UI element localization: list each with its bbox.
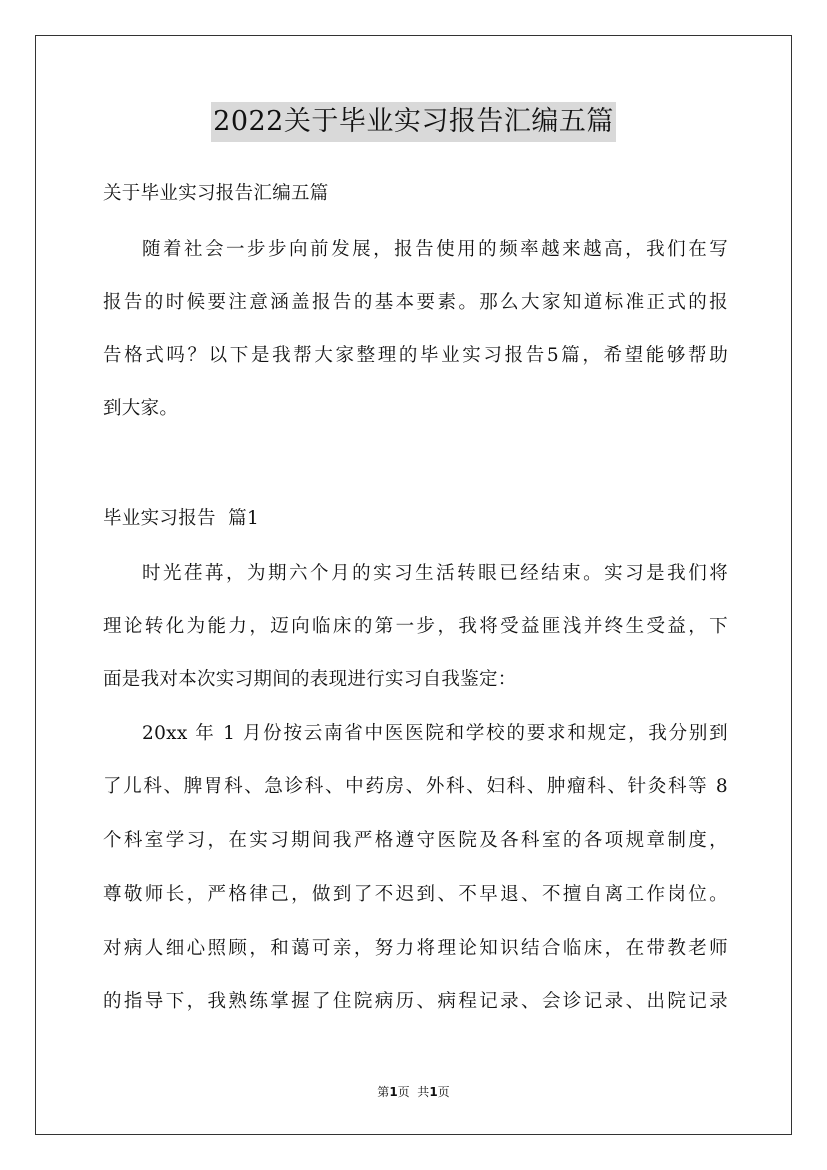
document-title: 2022关于毕业实习报告汇编五篇 (211, 102, 616, 142)
intro-line-1: 随着社会一步步向前发展，报告使用的频率越来越高，我们在写 (142, 239, 728, 260)
para1-line-1: 时光荏苒，为期六个月的实习生活转眼已经结束。实习是我们将 (142, 563, 728, 584)
para2-line-1: 20xx 年 1 月份按云南省中医医院和学校的要求和规定，我分别到 (142, 723, 728, 744)
intro-line-3: 告格式吗？以下是我帮大家整理的毕业实习报告5篇，希望能够帮助 (103, 345, 728, 366)
para2-line-2: 了儿科、脾胃科、急诊科、中药房、外科、妇科、肿瘤科、针灸科等 8 (103, 776, 728, 797)
footer-page-total: 1 (429, 1085, 438, 1099)
para2-line-5: 对病人细心照顾，和蔼可亲，努力将理论知识结合临床，在带教老师 (103, 938, 728, 959)
intro-line-2: 报告的时候要注意涵盖报告的基本要素。那么大家知道标准正式的报 (103, 292, 728, 313)
intro-line-4: 到大家。 (103, 398, 179, 419)
para1-line-2: 理论转化为能力，迈向临床的第一步，我将受益匪浅并终生受益，下 (103, 616, 728, 637)
para2-line-3: 个科室学习，在实习期间我严格遵守医院及各科室的各项规章制度， (103, 830, 728, 851)
footer-prefix: 第 (377, 1085, 390, 1099)
page-footer (0, 1084, 827, 1100)
title-wrap (0, 102, 827, 142)
footer-page-number: 1 (389, 1085, 398, 1099)
document-subtitle: 关于毕业实习报告汇编五篇 (103, 183, 329, 204)
para2-line-6: 的指导下，我熟练掌握了住院病历、病程记录、会诊记录、出院记录 (103, 991, 728, 1012)
footer-suffix: 页 (437, 1085, 450, 1099)
para2-line-4: 尊敬师长，严格律己，做到了不迟到、不早退、不擅自离工作岗位。 (103, 884, 728, 905)
para1-line-3: 面是我对本次实习期间的表现进行实习自我鉴定： (103, 669, 517, 690)
section-heading: 毕业实习报告 篇1 (103, 508, 260, 529)
footer-mid: 页 共 (397, 1085, 430, 1099)
